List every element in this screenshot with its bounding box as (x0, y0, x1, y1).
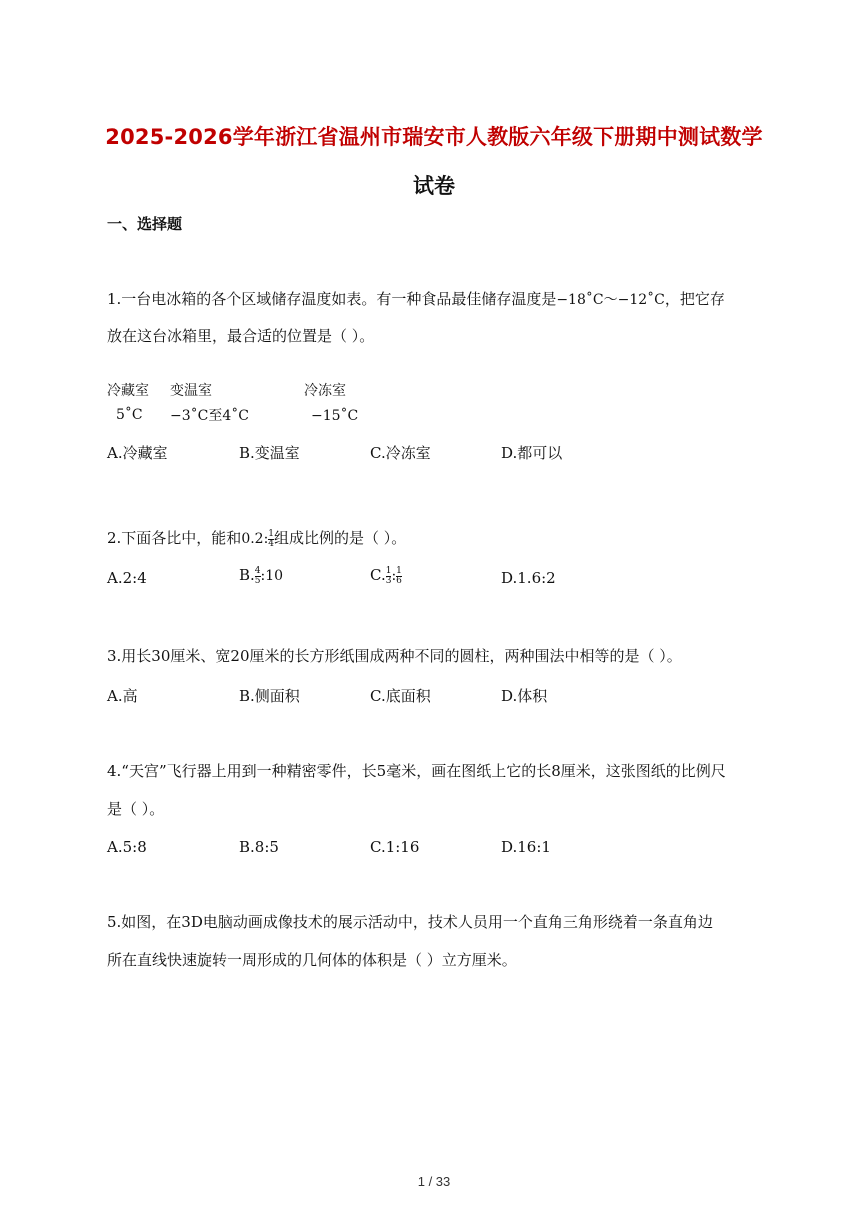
q2-option-c: C. $\frac{1}{3}$ : $\frac{1}{6}$ (370, 565, 402, 586)
q1-option-b: B.变温室 (239, 444, 300, 462)
q2-option-b-suffix: :10 (260, 568, 284, 584)
q3-option-c: C.底面积 (370, 687, 431, 705)
q1-option-d: D.都可以 (501, 444, 563, 462)
q1-table-value-1: 5˚C (116, 407, 143, 423)
q1-text-a: 1.一台电冰箱的各个区域储存温度如表。有一种食品最佳储存温度是 (107, 290, 557, 308)
title-line-1: 2025-2026学年浙江省温州市瑞安市人教版六年级下册期中测试数学 (105, 125, 763, 149)
q1-table-header-2: 变温室 (170, 383, 212, 399)
q3-option-a: A.高 (107, 687, 138, 705)
q2-b-num: 4 (254, 565, 261, 576)
q4-option-c: C.1:16 (370, 838, 420, 856)
q3-option-b: B.侧面积 (239, 687, 300, 705)
title-line-2: 试卷 (413, 174, 455, 198)
q2-text-a: 2.下面各比中，能和 (107, 529, 242, 547)
q1-table-value-2: −3˚C至4˚C (170, 408, 249, 424)
q2-frac-den: 4 (268, 538, 275, 549)
q4-line-2: 是（ ）。 (107, 800, 165, 818)
q5-line-1: 5.如图，在3D电脑动画成像技术的展示活动中，技术人员用一个直角三角形绕着一条直角边 (107, 913, 713, 931)
q2-text-b: 组成比例的是（ ）。 (274, 529, 407, 547)
q1-text-b: ，把它存 (664, 290, 725, 308)
page-number: 1 / 33 (417, 1174, 451, 1189)
section-heading: 一、选择题 (107, 215, 183, 233)
q2-c-den2: 6 (396, 575, 402, 586)
q1-table-header-1: 冷藏室 (107, 383, 149, 399)
q5-line-2: 所在直线快速旋转一周形成的几何体的体积是（ ）立方厘米。 (107, 951, 517, 969)
q4-option-d: D.16:1 (501, 838, 551, 856)
q1-table-header-3: 冷冻室 (304, 383, 346, 399)
q1-option-c: C.冷冻室 (370, 444, 431, 462)
q1-table-value-3: −15˚C (311, 408, 359, 424)
q3-text: 3.用长30厘米、宽20厘米的长方形纸围成两种不同的圆柱，两种围法中相等的是（ ）。 (107, 647, 682, 665)
q2-c-den1: 3 (385, 575, 392, 586)
q2-option-a: A.2:4 (107, 569, 147, 587)
q4-option-a: A.5:8 (107, 838, 147, 856)
q2-option-b (239, 566, 283, 586)
q2-option-b-prefix: B. (239, 566, 255, 584)
q1-line-1 (107, 289, 725, 310)
q4-line-1: 4.“天宫”飞行器上用到一种精密零件，长5毫米，画在图纸上它的长8厘米，这张图纸的比例尺 (107, 762, 726, 780)
q1-line-2: 放在这台冰箱里，最合适的位置是（ ）。 (107, 327, 375, 345)
q2-c-num1: 1 (385, 565, 392, 576)
q2-frac-num: 1 (268, 528, 275, 539)
q2-option-c-fraction-2 (396, 567, 402, 586)
q2-line (107, 528, 406, 549)
q4-option-b: B.8:5 (239, 838, 279, 856)
q1-temp-range: −18˚C～−12˚C (556, 292, 665, 308)
q2-ratio: 0.2: (241, 531, 269, 547)
q2-c-num2: 1 (396, 565, 402, 576)
q2-option-c-prefix: C. (370, 566, 386, 584)
q2-b-den: 5 (254, 575, 261, 586)
q1-option-a: A.冷藏室 (107, 444, 168, 462)
q3-option-d: D.体积 (501, 687, 548, 705)
q2-option-d: D.1.6:2 (501, 569, 556, 587)
